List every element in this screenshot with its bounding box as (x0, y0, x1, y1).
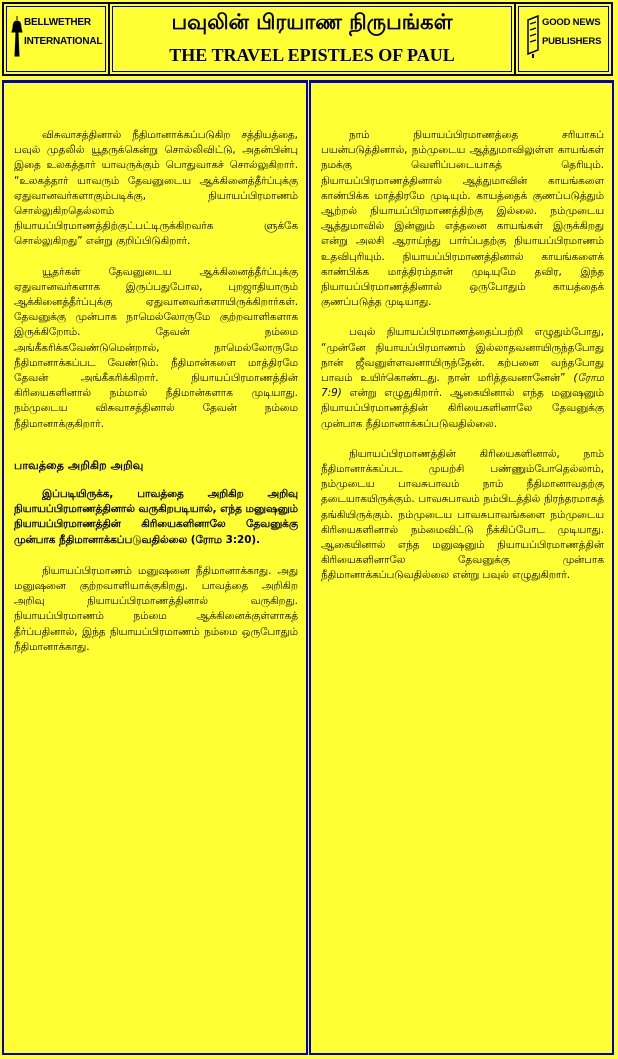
left-logo-box (4, 4, 110, 74)
right-column (309, 80, 614, 1055)
left-logo-line2: INTERNATIONAL (24, 36, 103, 47)
book-icon (526, 14, 540, 58)
right-logo-box (516, 4, 611, 74)
left-logo-text (24, 16, 102, 48)
page-title-tamil: பவுலின் பிரயாண நிருபங்கள் (171, 10, 453, 34)
right-column-content (321, 128, 604, 599)
title-box (110, 4, 516, 74)
left-paragraph-2: யூதர்கள் தேவனுடைய ஆக்கினைத்தீர்ப்புக்கு ஏதுவானவர்களாக இருப்பதுபோல, புறஜாதியாரும் ஆக்கினைத்தீர்ப்புக்கு ஏதுவானவர்களாயிருக்கிறார்கள். தேவனுக்கு முன்பாக நாமெல்லோருமே குற்றவாளிகளாக இருக்கிறோம். தேவன் நம்மை அங்கீகரிக்கவேண்டுமென்றால், நாமெல்லோருமே நீதிமானாக்கப்பட வேண்டும். நீதிமான்களை மாத்திரமே தேவன் அங்கீகரிக்கிறார். நியாயப்பிரமாணத்தின் கிரியைகளினால் நம்மால் நீதிமான்களாக முடியாது. நம்முடைய விசுவாசத்தினால் தேவன் நம்மை நீதிமானாக்குகிறார். (14, 265, 298, 430)
left-column-content (14, 128, 298, 670)
page-header (2, 2, 613, 76)
right-logo-text (542, 16, 601, 48)
right-paragraph-1: நாம் நியாயப்பிரமாணத்தை சரியாகப் பயன்படுத்தினால், நம்முடைய ஆத்துமாவிலுள்ள காயங்கள் நமக்கு வெளிப்படையாகத் தெரியும். நியாயப்பிரமாணத்தினால் ஆத்துமாவின் காயங்களை காண்பிக்க மாத்திரமே முடியும். காயத்தைக் குணப்படுத்தும் ஆற்றல் நியாயப்பிரமாணத்திற்கு இல்லை. நம்முடைய ஆத்துமாவில் இன்னும் எத்தனை காயங்கள் இருக்கிறது என்று அலசி ஆராய்ந்து பார்ப்பதற்கு நியாயப்பிரமாணம் உதவிபுரியும். நியாயப்பிரமாணத்தினால் காயங்களைக் காண்பிக்க மாத்திரம்தான் முடியுமே தவிர, இந்த நியாயப்பிரமாணத்தினால் ஒருபோதும் காயத்தைக் குணப்படுத்த முடியாது. (321, 129, 604, 309)
right-logo-line1: GOOD NEWS (542, 17, 601, 28)
right-paragraph-2 (321, 325, 604, 431)
right-logo-line2: PUBLISHERS (542, 36, 602, 47)
left-logo-line1: BELLWETHER (24, 17, 91, 28)
right-paragraph-2-text-b: என்று எழுதுகிறார். ஆகையினால் எந்த மனுஷனும் நியாயப்பிரமாணத்தின் கிரியைகளினாலே தேவனுக்கு முன்பாக நீதிமானாக்கப்படுவதில்லை. (321, 387, 604, 430)
right-paragraph-2-text-a: பவுல் நியாயப்பிரமாணத்தைப்பற்றி எழுதும்போது, “முன்னே நியாயப்பிரமாணம் இல்லாதவனாயிருந்தபோது நான் ஜீவனுள்ளவனாயிருந்தேன். கற்பனை வந்தபோது பாவம் உயிர்கொண்டது. நான் மரித்தவனானேன்” (321, 326, 604, 385)
bell-icon (10, 14, 24, 58)
left-paragraph-1: விசுவாசத்தினால் நீதிமானாக்கப்படுகிற சத்தியத்தை, பவுல் முதலில் யூதருக்கென்று சொல்லிவிட்டு, அதன்பின்பு இதை உலகத்தார் யாவருக்கும் பொதுவாகச் சொல்லுகிறார். “உலகத்தார் யாவரும் தேவனுடைய ஆக்கினைத்தீர்ப்புக்கு ஏதுவானவர்களாகும்படிக்கு, நியாயப்பிரமாணம் சொல்லுகிறதெல்லாம் நியாயப்பிரமாணத்திற்குட்பட்டிருக்கிறவர்க ளுக்கே சொல்லுகிறது” என்று குறிப்பிடுகிறார். (14, 129, 298, 248)
right-paragraph-3: நியாயப்பிரமாணத்தின் கிரியைகளினால், நாம் நீதிமானாக்கப்பட முயற்சி பண்ணும்போதெல்லாம், நம்முடைய பாவசுபாவம் நாம் நீதிமானாவதற்கு தடையாகயிருக்கும். பாவசுபாவம் நம்பிடத்தில் நிரந்தரமாகத் தங்கியிருக்கும். நம்முடைய பாவசுபாவங்களை நம்முடைய கிரியைகளினால் நம்மைவிட்டு நீக்கிப்போட முடியாது. ஆகையினால் எந்த மனுஷனும் நியாயப்பிரமாணத்தின் கிரியைகளினாலே தேவனுக்கு முன்பாக நீதிமானாக்கப்படுவதில்லை என்று பவுல் எழுதுகிறார். (321, 447, 604, 582)
page-title-english: THE TRAVEL EPISTLES OF PAUL (169, 45, 455, 65)
section-heading: பாவத்தை அறிகிற அறிவு (14, 458, 144, 472)
left-column (2, 80, 308, 1055)
left-paragraph-3: நியாயப்பிரமாணம் மனுஷனை நீதிமானாக்காது. அது மனுஷனை குற்றவாளியாக்குகிறது. பாவத்தை அறிகிற அறிவு நியாயப்பிரமாணத்தினால் வருகிறது. நியாயப்பிரமாணம் நம்மை ஆக்கினைக்குள்ளாகத் தீர்ப்பதினால், இந்த நியாயப்பிரமாணம் நம்மை ஒருபோதும் நீதிமானாக்காது. (14, 564, 298, 653)
scripture-reference: (ரோம 7:9) (321, 372, 604, 400)
scripture-quote: இப்படியிருக்க, பாவத்தை அறிகிற அறிவு நியாயப்பிரமாணத்தினால் வருகிறபடியால், எந்த மனுஷனும் நியாயப்பிரமாணத்தின் கிரியைகளினாலே தேவனுக்கு முன்பாக நீதிமானாக்கப்படுவதில்லை (ரோம 3:20). (14, 488, 298, 546)
